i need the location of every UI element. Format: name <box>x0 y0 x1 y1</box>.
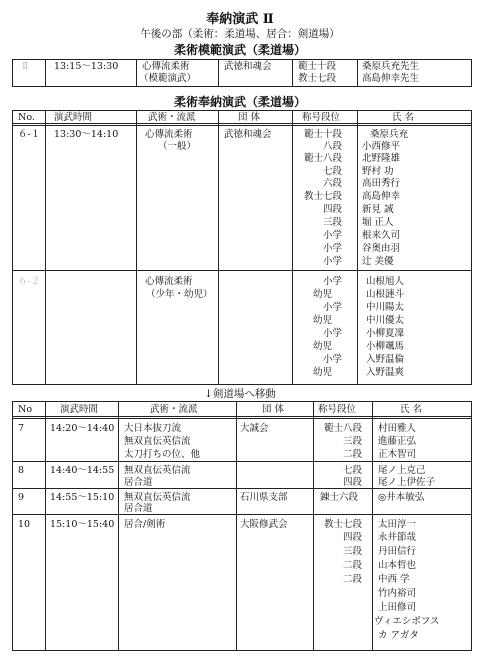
row-rank: 教士七段 <box>323 519 362 530</box>
row-time: 14:55～15:10 <box>50 492 115 503</box>
row-style-line: （少年・幼児） <box>146 289 213 300</box>
row-group: 大誠会 <box>240 423 269 434</box>
row-rank: 二段 <box>342 449 362 460</box>
row-no: 8 <box>18 465 25 476</box>
row-name: ヴィエシボフス <box>374 616 440 627</box>
col-header-name: 氏 名 <box>392 112 415 123</box>
row-name: 村田雅人 <box>378 423 417 434</box>
row-rank: 四段 <box>322 204 342 215</box>
row-no: 10 <box>18 519 31 530</box>
row-rank: 幼児 <box>312 289 332 300</box>
col-header-no: No. <box>18 112 35 123</box>
row-style-line: 居合/剣術 <box>124 519 166 530</box>
row-no: 9 <box>18 492 25 503</box>
row-style-line: 無双直伝英信流 <box>124 465 191 476</box>
row-name: 山根旭人 <box>366 276 405 287</box>
row-no: 7 <box>18 423 25 434</box>
row-style-line: 心傳流柔術 <box>145 276 193 287</box>
row-name: 小柳夏凜 <box>366 328 405 339</box>
row-name: 山本哲也 <box>378 560 417 571</box>
col-header-style: 武術・流派 <box>150 404 198 415</box>
row-style-line: 居合道 <box>124 477 153 488</box>
row-time: 15:10～15:40 <box>50 519 115 530</box>
col-header-rank: 称号段位 <box>318 404 357 415</box>
row-name: 高田秀行 <box>362 178 401 189</box>
section1-name: 高島伸幸先生 <box>362 73 420 84</box>
row-name: 丹田信行 <box>378 546 417 557</box>
row-rank: 小学 <box>322 230 342 241</box>
row-name: 山根漣斗 <box>366 289 405 300</box>
row-name: 竹内裕司 <box>378 588 417 599</box>
row-name: 小柳颯馬 <box>366 341 405 352</box>
move-note: ↓剣道場へ移動 <box>204 388 276 400</box>
row-rank: 八段 <box>322 141 342 152</box>
row-rank: 二段 <box>342 574 362 585</box>
row-rank: 七段 <box>342 465 362 476</box>
row-name: ◎井本敏弘 <box>378 492 425 503</box>
row-rank: 小学 <box>322 256 342 267</box>
col-header-style: 武術・流派 <box>148 112 196 123</box>
row-name: カ アガタ <box>378 630 419 641</box>
row-style-line: （一般） <box>158 141 197 152</box>
row-name: 上田修司 <box>378 602 417 613</box>
row-name: 谷奥由羽 <box>362 243 401 254</box>
col-header-no: No <box>18 404 33 415</box>
section1-style-line: （模範演武） <box>139 73 197 84</box>
row-rank: 四段 <box>342 477 362 488</box>
row-name: 野村 功 <box>362 166 394 177</box>
row-name: 桑原兵充 <box>370 129 409 140</box>
row-rank: 小学 <box>322 328 342 339</box>
row-group: 石川県支部 <box>240 492 288 503</box>
row-name: 堀 正人 <box>362 217 394 228</box>
row-rank: 三段 <box>322 217 342 228</box>
row-style-line: 居合道 <box>124 503 153 514</box>
page-subtitle: 午後の部（柔術：柔道場、居合：剣道場） <box>140 28 340 40</box>
row-name: 中西 学 <box>378 574 410 585</box>
section2-title: 柔術奉納演武（柔道場） <box>173 95 306 109</box>
col-header-name: 氏 名 <box>400 404 423 415</box>
row-rank: 範士十段 <box>303 129 342 140</box>
row-rank: 錬士六段 <box>320 492 359 503</box>
row-rank: 小学 <box>322 276 342 287</box>
row-name: 中川陽太 <box>366 302 405 313</box>
row-no: ６-２ <box>18 276 41 287</box>
col-header-group: 団 体 <box>262 404 285 415</box>
row-rank: 範士八段 <box>323 423 362 434</box>
row-rank: 四段 <box>342 532 362 543</box>
row-rank: 幼児 <box>312 341 332 352</box>
row-name: 中川優太 <box>366 315 405 326</box>
row-name: 新見 誠 <box>362 204 394 215</box>
section1-name: 桑原兵充先生 <box>362 61 420 72</box>
row-name: 根来久司 <box>362 230 401 241</box>
row-rank: 小学 <box>322 354 342 365</box>
row-name: 尾ノ上伊佐子 <box>378 477 436 488</box>
row-style-line: 無双直伝英信流 <box>124 436 191 447</box>
row-rank: 三段 <box>342 546 362 557</box>
row-style-line: 無双直伝英信流 <box>124 492 191 503</box>
row-rank: 三段 <box>342 436 362 447</box>
row-name: 高島伸幸 <box>362 191 401 202</box>
row-group: 大阪修武会 <box>240 519 288 530</box>
row-name: 入野温倫 <box>366 354 405 365</box>
row-group: 武徳和魂会 <box>224 129 272 140</box>
section1-style-line: 心傳流柔術 <box>142 61 190 72</box>
row-rank: 六段 <box>322 178 342 189</box>
section1-group: 武徳和魂会 <box>224 61 272 72</box>
row-rank: 教士七段 <box>303 191 342 202</box>
col-header-time: 演武時間 <box>54 112 93 123</box>
row-name: 北野隆雄 <box>362 153 401 164</box>
row-time: 14:20～14:40 <box>50 423 115 434</box>
row-style-line: 心傳流柔術 <box>145 129 193 140</box>
col-header-time: 演武時間 <box>60 404 99 415</box>
section1-no: Ⅱ <box>22 61 29 72</box>
row-name: 小西修平 <box>362 141 401 152</box>
row-rank: 幼児 <box>312 367 332 378</box>
row-rank: 小学 <box>322 243 342 254</box>
row-rank: 範士八段 <box>303 153 342 164</box>
page-title: 奉納演武 Ⅱ <box>206 12 274 27</box>
row-rank: 二段 <box>342 560 362 571</box>
row-rank: 小学 <box>322 302 342 313</box>
row-name: 辻 美優 <box>362 256 394 267</box>
section1-rank: 範士十段 <box>298 61 337 72</box>
row-no: ６-１ <box>18 129 41 140</box>
col-header-rank: 称号段位 <box>302 112 341 123</box>
row-rank: 七段 <box>322 166 342 177</box>
section1-time: 13:15～13:30 <box>54 61 119 72</box>
row-name: 永井節哉 <box>378 532 417 543</box>
row-time: 13:30～14:10 <box>54 129 119 140</box>
row-name: 進藤正弘 <box>378 436 417 447</box>
row-name: 正木智司 <box>378 449 417 460</box>
row-style-line: 大日本抜刀流 <box>124 423 182 434</box>
row-rank: 幼児 <box>312 315 332 326</box>
row-name: 尾ノ上克己 <box>378 465 426 476</box>
col-header-group: 団 体 <box>238 112 261 123</box>
row-style-line: 太刀打ちの位、他 <box>124 449 201 460</box>
row-time: 14:40～14:55 <box>50 465 115 476</box>
section1-title: 柔術模範演武（柔道場） <box>173 43 306 57</box>
row-name: 太田淳一 <box>378 519 417 530</box>
section1-rank: 教士七段 <box>298 73 337 84</box>
row-name: 入野温爽 <box>366 367 405 378</box>
